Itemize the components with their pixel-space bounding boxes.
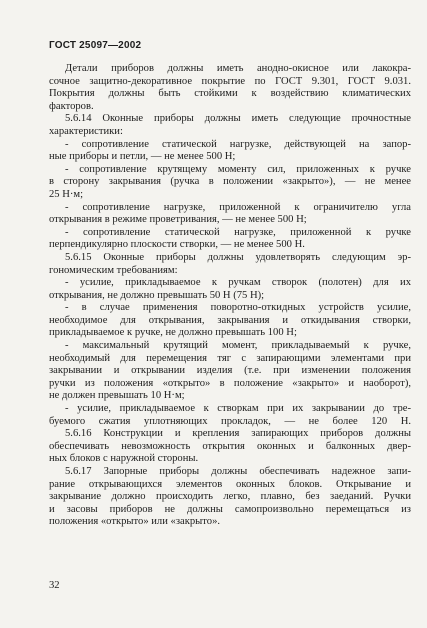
text-line: - сопротивление крутящему моменту сил, приложенных к ручке [65,163,411,175]
text-line: 5.6.17 Запорные приборы должны обеспечивать надежное запи- [65,466,411,477]
text-line: Покрытия должны быть стойкими к воздействию климатических [49,88,411,100]
text-line: прикладываемое к ручке, не должно превышать 100 Н; [49,327,297,339]
text-line: обеспечивать невозможность открытия оконных и балконных двер- [49,440,411,452]
text-line: гономическим требованиям: [49,264,178,276]
document-body [49,63,411,529]
text-line: рание открывающихся элементов оконных блоков. Открывание и [49,478,411,490]
text-line: необходимое для открывания, закрывания и откидывания створки, [49,314,411,326]
text-line: - максимальный крутящий момент, прикладываемый к ручке, [65,340,411,352]
text-line: сочное защитно-декоративное покрытие по ГОСТ 9.301, ГОСТ 9.031. [49,75,411,87]
page-number: 32 [49,580,60,591]
text-line: 5.6.14 Оконные приборы должны иметь следующие прочностные [65,113,411,125]
text-line: открывания, не должно превышать 50 Н (75 Н); [49,289,265,301]
text-line: - сопротивление статической нагрузке, приложенной к ручке [65,226,411,238]
text-line: закрывании и открывании изделия (т.е. при изменении положения [49,365,411,377]
text-line: открывания в режиме проветривания, — не менее 500 Н; [49,214,307,226]
text-line: ные приборы и петли, — не менее 500 Н; [49,151,236,163]
text-line: не должен превышать 10 Н·м; [49,390,185,402]
text-line: факторов. [49,100,94,112]
text-line: 5.6.15 Оконные приборы должны удовлетворять следующим эр- [65,251,411,263]
text-line: 25 Н·м; [49,188,84,200]
text-line: 5.6.16 Конструкции и крепления запирающих приборов должны [65,428,411,440]
text-line: характеристики: [49,125,123,137]
text-line: и засовы приборов не должны самопроизвольно перемещаться из [49,503,411,515]
text-line: в сторону закрывания (ручка в положении «закрыто»), — не менее [49,176,411,188]
text-line: Детали приборов должны иметь анодно-окисное или лакокра- [65,63,411,74]
text-line: необходимый для перемещения тяг с запирающими элементами при [49,352,411,364]
text-line: ных блоков с наружной стороны. [49,453,199,465]
text-line: - усилие, прикладываемое к створкам при их закрывании до тре- [65,403,411,415]
text-line: закрывание должно происходить легко, плавно, без заеданий. Ручки [49,491,411,503]
text-line: - в случае применения поворотно-откидных устройств усилие, [65,302,411,314]
text-line: - сопротивление нагрузке, приложенной к ограничителю угла [65,201,411,213]
page-header: ГОСТ 25097—2002 [49,40,142,51]
text-line: перпендикулярно плоскости створки, — не менее 500 Н. [49,239,305,251]
text-line: положения «открыто» или «закрыто». [49,516,221,528]
text-line: - усилие, прикладываемое к ручкам створок (полотен) для их [65,277,411,289]
text-line: буемого сжатия уплотняющих прокладок, — не более 120 Н. [49,415,411,427]
text-line: - сопротивление статической нагрузке, действующей на запор- [65,138,411,150]
text-line: ручки из положения «открыто» в положение «закрыто» и наоборот), [49,377,411,389]
